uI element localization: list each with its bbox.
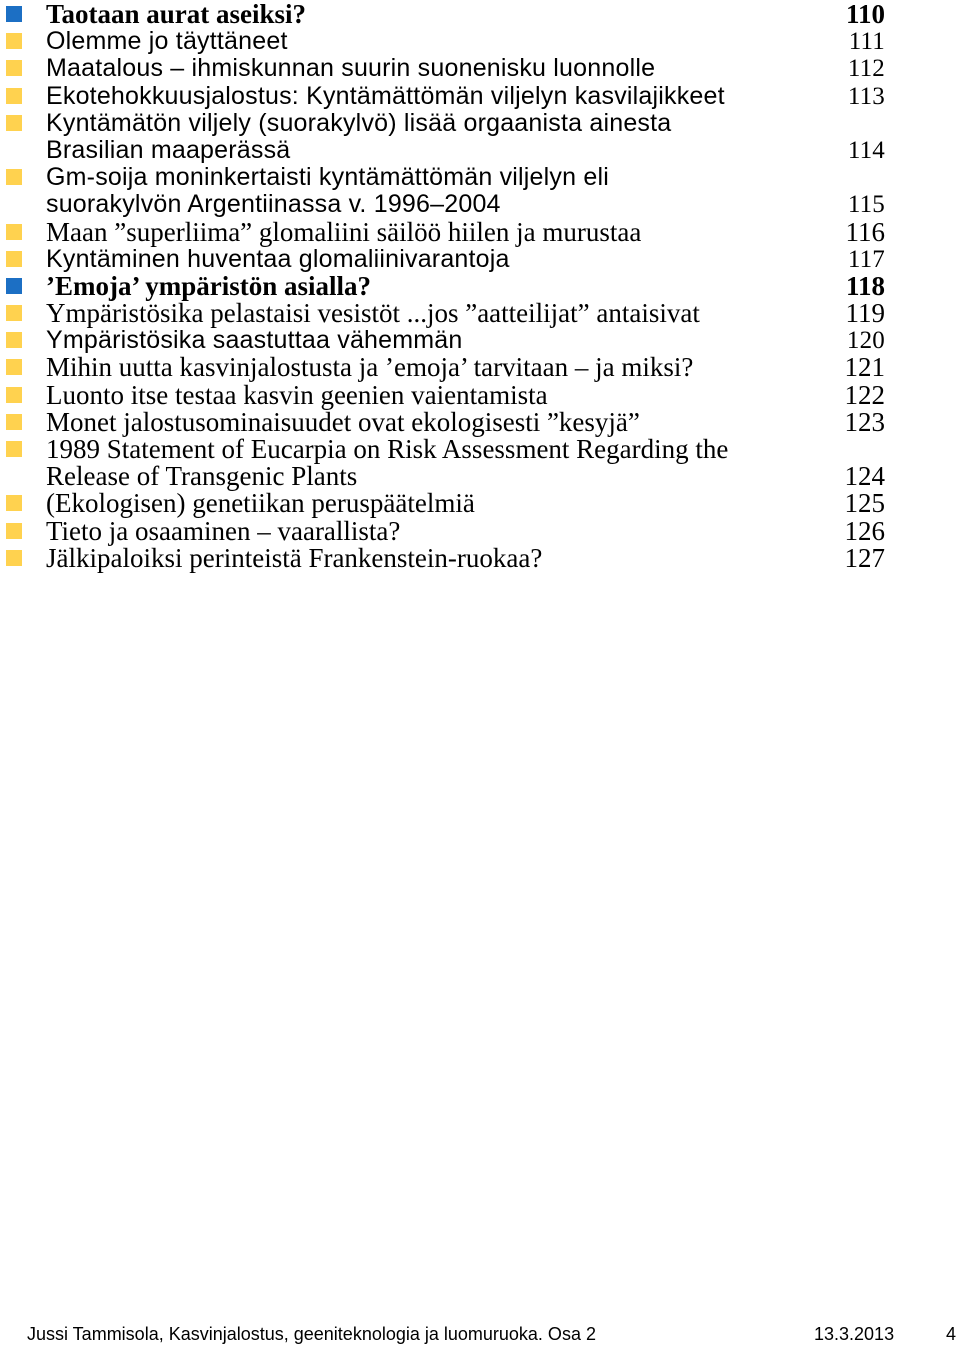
toc-entry-line <box>0 327 960 354</box>
toc-entry-title: Brasilian maaperässä <box>46 135 291 164</box>
toc-entry <box>0 515 960 546</box>
toc-entry-line <box>0 216 960 247</box>
toc-entry <box>0 300 960 327</box>
toc-entry-title: Taotaan aurat aseiksi? <box>46 0 307 29</box>
square-bullet-icon <box>6 441 22 457</box>
toc-page-number: 124 <box>844 461 885 492</box>
toc-entry <box>0 246 960 273</box>
toc-page-number: 127 <box>844 542 885 573</box>
toc-page-number: 115 <box>847 191 885 219</box>
toc-page-number: 125 <box>844 488 885 519</box>
toc-page-number: 113 <box>847 82 885 110</box>
toc-entry <box>0 270 960 301</box>
toc-page-number: 110 <box>845 0 885 29</box>
square-bullet-icon <box>6 414 22 430</box>
footer-date: 13.3.2013 <box>814 1324 895 1344</box>
toc-entry-line <box>0 246 960 273</box>
toc-page-number: 116 <box>845 216 885 247</box>
toc-entry-line <box>0 379 960 410</box>
footer-text: Jussi Tammisola, Kasvinjalostus, geeniteknologia ja luomuruoka. Osa 2 <box>27 1324 596 1344</box>
square-bullet-icon <box>6 60 22 76</box>
square-bullet-icon <box>6 523 22 539</box>
page-footer <box>0 1322 960 1346</box>
toc-entry <box>0 406 960 437</box>
toc-page-number: 117 <box>847 245 885 273</box>
toc-entry-line <box>0 515 960 546</box>
toc-entry-title: Maan ”superliima” glomaliini säilöö hiilen ja murustaa <box>46 216 642 247</box>
toc-page-number: 123 <box>844 406 885 437</box>
square-bullet-icon <box>6 278 22 294</box>
square-bullet-icon <box>6 115 22 131</box>
toc-entry-title: Monet jalostusominaisuudet ovat ekologisesti ”kesyjä” <box>46 406 640 437</box>
toc-entry <box>0 379 960 410</box>
square-bullet-icon <box>6 251 22 267</box>
square-bullet-icon <box>6 33 22 49</box>
toc-entry-title: Ympäristösika pelastaisi vesistöt ...jos ”aatteilijat” antaisivat <box>46 298 700 329</box>
toc-entry-title: Ekotehokkuusjalostus: Kyntämättömän viljelyn kasvilajikkeet <box>46 81 725 110</box>
toc-entry-line <box>0 55 960 82</box>
toc-entry-line <box>0 164 960 191</box>
toc-entry <box>0 164 960 218</box>
toc-entry <box>0 110 960 164</box>
toc-entry-title: Gm-soija moninkertaisti kyntämättömän viljelyn eli <box>46 163 609 192</box>
toc-entry <box>0 55 960 82</box>
toc-entry-title: (Ekologisen) genetiikan peruspäätelmiä <box>46 488 475 519</box>
toc-entry-line <box>0 354 960 381</box>
toc-entry <box>0 327 960 354</box>
toc-entry-line <box>0 28 960 55</box>
square-bullet-icon <box>6 359 22 375</box>
toc-page-number: 114 <box>847 136 885 164</box>
toc-entry-line <box>0 300 960 327</box>
toc-entry-title: Luonto itse testaa kasvin geenien vaientamista <box>46 379 548 410</box>
toc-entry-title: suorakylvön Argentiinassa v. 1996–2004 <box>46 190 501 219</box>
table-of-contents <box>0 1 960 572</box>
square-bullet-icon <box>6 305 22 321</box>
toc-entry-line <box>0 110 960 137</box>
toc-entry-line <box>0 191 960 218</box>
toc-entry-title: Release of Transgenic Plants <box>46 461 358 492</box>
toc-entry-title: Jälkipaloiksi perinteistä Frankenstein-ruokaa? <box>46 542 543 573</box>
square-bullet-icon <box>6 387 22 403</box>
toc-entry <box>0 490 960 517</box>
toc-entry-line <box>0 490 960 517</box>
toc-entry-line <box>0 463 960 490</box>
toc-entry <box>0 436 960 490</box>
toc-entry <box>0 28 960 55</box>
toc-entry-title: Ympäristösika saastuttaa vähemmän <box>46 326 463 355</box>
square-bullet-icon <box>6 224 22 240</box>
toc-entry <box>0 216 960 247</box>
toc-entry <box>0 354 960 381</box>
toc-entry-line <box>0 436 960 463</box>
toc-entry-title: Tieto ja osaaminen – vaarallista? <box>46 515 401 546</box>
toc-entry-title: Kyntämätön viljely (suorakylvö) lisää orgaanista ainesta <box>46 108 672 137</box>
toc-entry-title: Mihin uutta kasvinjalostusta ja ’emoja’ tarvitaan – ja miksi? <box>46 352 694 383</box>
toc-page-number: 126 <box>844 515 885 546</box>
toc-entry-line <box>0 83 960 110</box>
toc-page-number: 118 <box>845 270 885 301</box>
toc-entry-title: 1989 Statement of Eucarpia on Risk Assessment Regarding the <box>46 434 729 464</box>
toc-entry <box>0 83 960 110</box>
toc-entry-title: Maatalous – ihmiskunnan suurin suonenisku luonnolle <box>46 54 656 83</box>
square-bullet-icon <box>6 332 22 348</box>
toc-page-number: 119 <box>845 298 885 329</box>
toc-page-number: 121 <box>844 352 885 383</box>
toc-page-number: 112 <box>847 55 885 83</box>
toc-page-number: 120 <box>846 327 885 355</box>
toc-entry-title: Kyntäminen huventaa glomaliinivarantoja <box>46 244 510 273</box>
footer-page-number: 4 <box>945 1324 956 1344</box>
toc-entry <box>0 542 960 573</box>
toc-entry-title: ’Emoja’ ympäristön asialla? <box>46 270 371 301</box>
toc-page-number: 111 <box>848 28 885 56</box>
square-bullet-icon <box>6 169 22 185</box>
square-bullet-icon <box>6 88 22 104</box>
toc-entry-title: Olemme jo täyttäneet <box>46 27 288 56</box>
toc-entry-line <box>0 137 960 164</box>
square-bullet-icon <box>6 495 22 511</box>
square-bullet-icon <box>6 6 22 22</box>
toc-entry-line <box>0 270 960 301</box>
toc-entry-line <box>0 1 960 28</box>
toc-page-number: 122 <box>844 379 885 410</box>
toc-entry-line <box>0 542 960 573</box>
square-bullet-icon <box>6 550 22 566</box>
toc-entry <box>0 1 960 28</box>
toc-entry-line <box>0 406 960 437</box>
